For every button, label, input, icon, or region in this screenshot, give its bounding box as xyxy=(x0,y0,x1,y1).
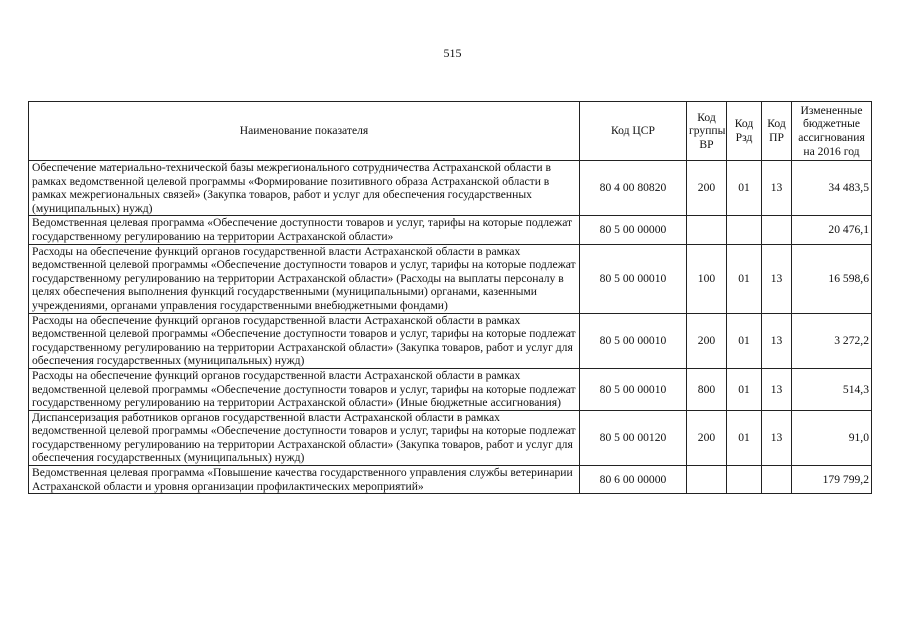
page-number: 515 xyxy=(443,46,462,60)
row-vr: 200 xyxy=(687,161,727,216)
row-name: Расходы на обеспечение функций органов государственной власти Астраханской области в рамках ведомственной целевой программы «Обеспечение доступности товаров и услуг, тарифы на которые подлежат государственному регулированию на территории Астраханской области» (Закупка товаров, работ и услуг для обеспечения государственных (муниципальных) нужд) xyxy=(29,313,580,368)
header-amount: Измененные бюджетные ассигнования на 2016 год xyxy=(792,102,872,161)
row-pr: 13 xyxy=(762,410,792,465)
table-row xyxy=(29,368,872,410)
row-name: Расходы на обеспечение функций органов государственной власти Астраханской области в рамках ведомственной целевой программы «Обеспечение доступности товаров и услуг, тарифы на которые подлежат государственному регулированию на территории Астраханской области» (Иные бюджетные ассигнования) xyxy=(29,368,580,410)
row-pr xyxy=(762,216,792,244)
table-row xyxy=(29,216,872,244)
row-csr: 80 4 00 80820 xyxy=(580,161,687,216)
header-csr: Код ЦСР xyxy=(580,102,687,161)
row-csr: 80 6 00 00000 xyxy=(580,466,687,494)
row-pr xyxy=(762,466,792,494)
row-name: Обеспечение материально-технической базы межрегионального сотрудничества Астраханской области в рамках ведомственной целевой программы «Формирование позитивного образа Астраханской области в рамках межрегиональных связей» (Закупка товаров, работ и услуг для обеспечения государственных (муниципальных) нужд) xyxy=(29,161,580,216)
row-name: Диспансеризация работников органов государственной власти Астраханской области в рамках ведомственной целевой программы «Обеспечение доступности товаров и услуг, тарифы на которые подлежат государственному регулированию на территории Астраханской области» (Закупка товаров, работ и услуг для обеспечения государственных (муниципальных) нужд) xyxy=(29,410,580,465)
row-pr: 13 xyxy=(762,368,792,410)
row-amount: 179 799,2 xyxy=(792,466,872,494)
row-amount: 3 272,2 xyxy=(792,313,872,368)
row-csr: 80 5 00 00010 xyxy=(580,368,687,410)
row-vr xyxy=(687,466,727,494)
row-name: Расходы на обеспечение функций органов государственной власти Астраханской области в рамках ведомственной целевой программы «Обеспечение доступности товаров и услуг, тарифы на которые подлежат государственному регулированию на территории Астраханской области» (Расходы на выплаты персоналу в целях обеспечения выполнения функций государственными (муниципальными) органами, казенными учреждениями, органами управления государственными внебюджетными фондами) xyxy=(29,244,580,313)
row-csr: 80 5 00 00010 xyxy=(580,244,687,313)
row-csr: 80 5 00 00000 xyxy=(580,216,687,244)
table-header-row xyxy=(29,102,872,161)
row-amount: 16 598,6 xyxy=(792,244,872,313)
table-row xyxy=(29,466,872,494)
row-rzd: 01 xyxy=(727,368,762,410)
header-rzd: Код Рзд xyxy=(727,102,762,161)
row-pr: 13 xyxy=(762,313,792,368)
row-name: Ведомственная целевая программа «Обеспечение доступности товаров и услуг, тарифы на которые подлежат государственному регулированию на территории Астраханской области» xyxy=(29,216,580,244)
row-vr xyxy=(687,216,727,244)
header-pr: Код ПР xyxy=(762,102,792,161)
row-rzd: 01 xyxy=(727,410,762,465)
table-row xyxy=(29,313,872,368)
row-amount: 20 476,1 xyxy=(792,216,872,244)
row-rzd: 01 xyxy=(727,313,762,368)
row-name: Ведомственная целевая программа «Повышение качества государственного управления службы ветеринарии Астраханской области и уровня организации профилактических мероприятий» xyxy=(29,466,580,494)
row-vr: 200 xyxy=(687,313,727,368)
row-csr: 80 5 00 00120 xyxy=(580,410,687,465)
table-row xyxy=(29,410,872,465)
table-row xyxy=(29,244,872,313)
row-rzd: 01 xyxy=(727,161,762,216)
row-vr: 100 xyxy=(687,244,727,313)
row-amount: 91,0 xyxy=(792,410,872,465)
row-vr: 800 xyxy=(687,368,727,410)
table-row xyxy=(29,161,872,216)
header-name: Наименование показателя xyxy=(29,102,580,161)
row-rzd xyxy=(727,216,762,244)
header-vr: Код группы ВР xyxy=(687,102,727,161)
row-amount: 514,3 xyxy=(792,368,872,410)
row-pr: 13 xyxy=(762,244,792,313)
row-csr: 80 5 00 00010 xyxy=(580,313,687,368)
row-pr: 13 xyxy=(762,161,792,216)
row-rzd xyxy=(727,466,762,494)
row-rzd: 01 xyxy=(727,244,762,313)
budget-table xyxy=(28,101,872,494)
row-vr: 200 xyxy=(687,410,727,465)
row-amount: 34 483,5 xyxy=(792,161,872,216)
